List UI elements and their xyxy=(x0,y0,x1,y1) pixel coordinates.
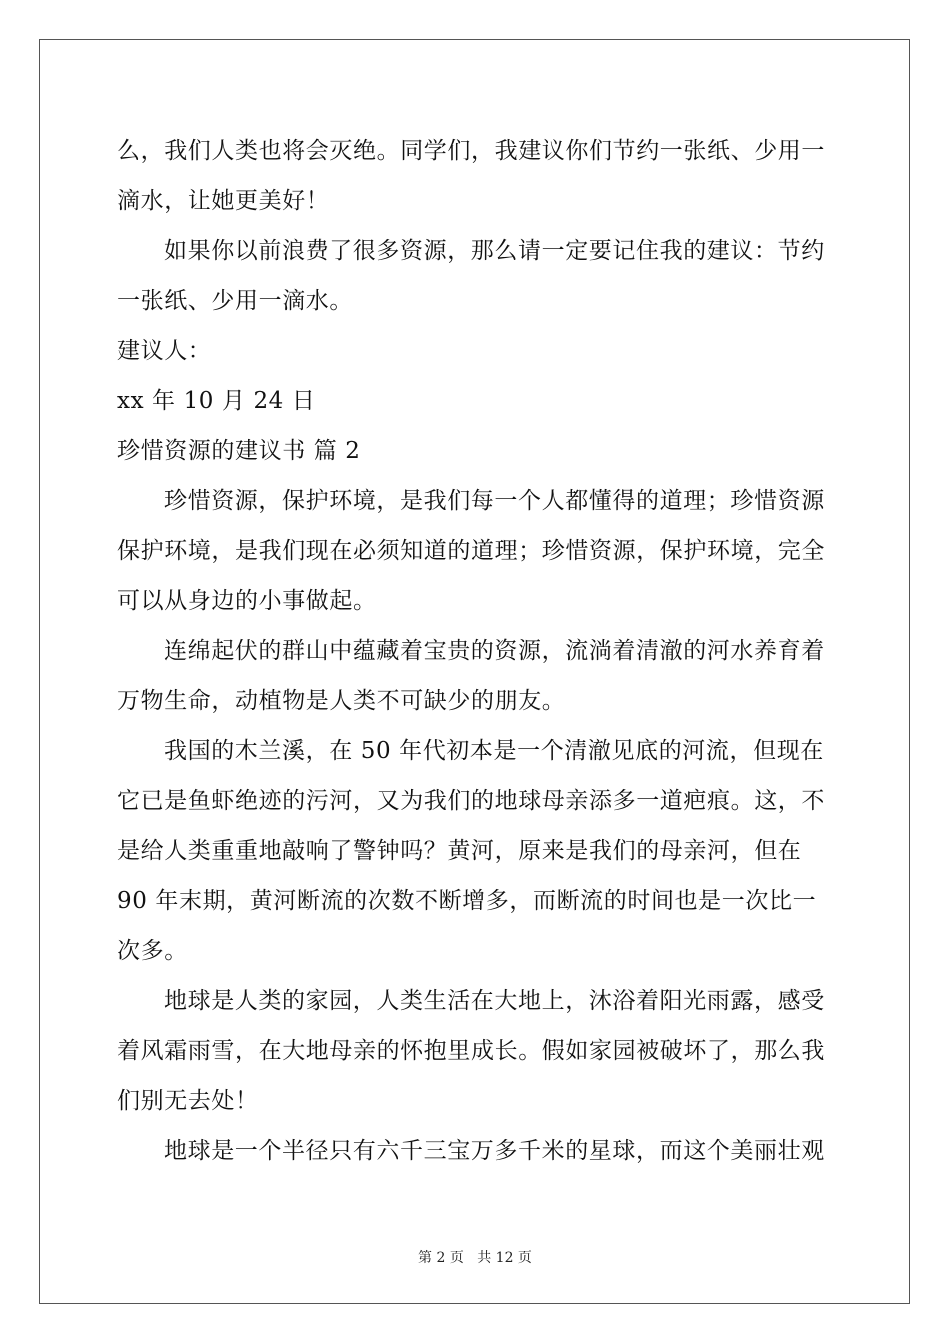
text-line: 90 年末期，黄河断流的次数不断增多，而断流的时间也是一次比一 xyxy=(117,888,817,914)
text-line: 滴水，让她更美好！ xyxy=(117,188,330,214)
text-line: 连绵起伏的群山中蕴藏着宝贵的资源，流淌着清澈的河水养育着 xyxy=(164,638,825,664)
text-line: 着风霜雨雪，在大地母亲的怀抱里成长。假如家园被破坏了，那么我 xyxy=(117,1038,825,1064)
text-line: 们别无去处！ xyxy=(117,1088,259,1114)
text-line: 珍惜资源，保护环境，是我们每一个人都懂得的道理；珍惜资源 xyxy=(164,488,825,514)
text-line: 我国的木兰溪，在 50 年代初本是一个清澈见底的河流，但现在 xyxy=(164,738,824,764)
text-line: 建议人： xyxy=(117,338,212,364)
page-total: 共 12 页 xyxy=(477,1250,532,1266)
text-line: 珍惜资源的建议书 篇 2 xyxy=(117,438,361,464)
text-line: 保护环境，是我们现在必须知道的道理；珍惜资源，保护环境，完全 xyxy=(117,538,825,564)
text-line: 地球是人类的家园，人类生活在大地上，沐浴着阳光雨露，感受 xyxy=(164,988,825,1014)
text-line: 可以从身边的小事做起。 xyxy=(117,588,377,614)
page-footer xyxy=(0,1247,950,1267)
text-line: 么，我们人类也将会灭绝。同学们，我建议你们节约一张纸、少用一 xyxy=(117,138,825,164)
text-line: 是给人类重重地敲响了警钟吗？黄河，原来是我们的母亲河，但在 xyxy=(117,838,802,864)
page-number: 第 2 页 xyxy=(418,1250,464,1266)
text-line: 它已是鱼虾绝迹的污河，又为我们的地球母亲添多一道疤痕。这，不 xyxy=(117,788,825,814)
text-line: 次多。 xyxy=(117,938,188,964)
text-line: 一张纸、少用一滴水。 xyxy=(117,288,353,314)
text-line: 万物生命，动植物是人类不可缺少的朋友。 xyxy=(117,688,566,714)
text-line: 如果你以前浪费了很多资源，那么请一定要记住我的建议：节约 xyxy=(164,238,825,264)
document-body xyxy=(117,126,833,1176)
text-line: xx 年 10 月 24 日 xyxy=(117,388,316,414)
text-line: 地球是一个半径只有六千三宝万多千米的星球，而这个美丽壮观 xyxy=(164,1138,825,1164)
